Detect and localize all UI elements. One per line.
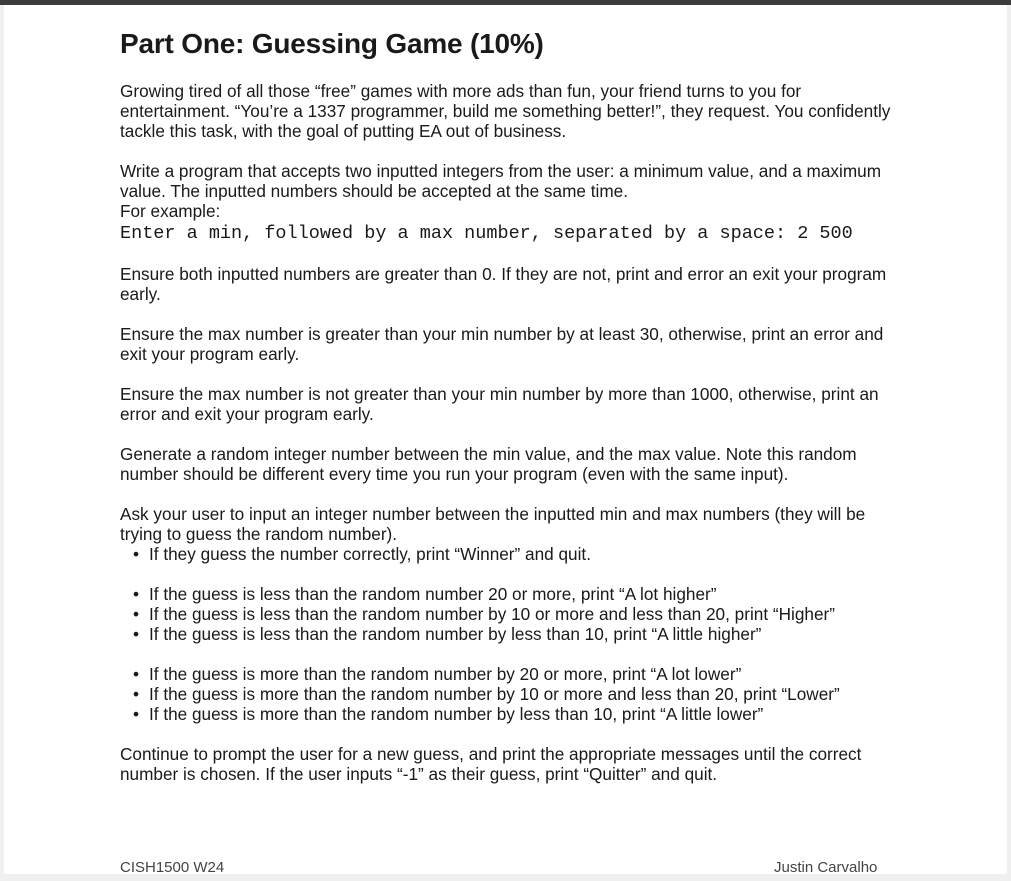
example-code: Enter a min, followed by a max number, separated by a space: 2 500 — [120, 223, 853, 244]
bullet-icon: • — [133, 684, 140, 704]
body-text — [120, 81, 910, 804]
bullet-icon: • — [133, 584, 140, 604]
ensure-positive-paragraph: Ensure both inputted numbers are greater than 0. If they are not, print and error an exit your program early. — [120, 264, 887, 304]
higher-list — [120, 584, 910, 644]
higher-section — [120, 584, 910, 644]
bullet-icon: • — [133, 704, 140, 724]
ensure-min-gap-paragraph: Ensure the max number is greater than your min number by at least 30, otherwise, print an error and exit your program early. — [120, 324, 884, 364]
instructions-paragraph — [120, 161, 910, 244]
page-title: Part One: Guessing Game (10%) — [120, 28, 544, 59]
list-item: • If they guess the number correctly, print “Winner” and quit. — [133, 544, 591, 564]
intro-paragraph: Growing tired of all those “free” games with more ads than fun, your friend turns to you for entertainment. “You’re a 1337 programmer, build me something better!”, they request. You confidently tackle this task, with the goal of putting EA out of business. — [120, 81, 891, 141]
bullet-icon: • — [133, 664, 140, 684]
write-text: Write a program that accepts two inputted integers from the user: a minimum value, and a maximum value. The inputted numbers should be accepted at the same time. — [120, 161, 882, 201]
lower-list — [120, 664, 910, 724]
list-item: • If the guess is less than the random number 20 or more, print “A lot higher” — [133, 584, 717, 604]
bullet-icon: • — [133, 604, 140, 624]
ask-section — [120, 504, 910, 564]
list-item: • If the guess is more than the random number by 10 or more and less than 20, print “Lower” — [133, 684, 840, 704]
continue-paragraph: Continue to prompt the user for a new guess, and print the appropriate messages until the correct number is chosen. If the user inputs “-1” as their guess, print “Quitter” and quit. — [120, 744, 862, 784]
bullet-icon: • — [133, 544, 140, 564]
footer-course-code: CISH1500 W24 — [120, 859, 225, 876]
footer-author: Justin Carvalho — [774, 859, 878, 876]
bullet-icon: • — [133, 624, 140, 644]
list-item: • If the guess is less than the random number by 10 or more and less than 20, print “Higher” — [133, 604, 835, 624]
list-item: • If the guess is more than the random number by less than 10, print “A little lower” — [133, 704, 764, 724]
winner-list — [120, 544, 910, 564]
list-item: • If the guess is less than the random number by less than 10, print “A little higher” — [133, 624, 762, 644]
footer-right — [774, 859, 878, 881]
lower-section — [120, 664, 910, 724]
ensure-max-gap-paragraph: Ensure the max number is not greater than your min number by more than 1000, otherwise, print an error and exit your program early. — [120, 384, 879, 424]
for-example-text: For example: — [120, 201, 221, 221]
document-page — [4, 5, 1007, 874]
generate-paragraph: Generate a random integer number between the min value, and the max value. Note this random number should be different every time you run your program (even with the same input). — [120, 444, 857, 484]
list-item: • If the guess is more than the random number by 20 or more, print “A lot lower” — [133, 664, 742, 684]
ask-paragraph: Ask your user to input an integer number between the inputted min and max numbers (they will be trying to guess the random number). — [120, 504, 866, 544]
footer-left — [120, 859, 225, 881]
